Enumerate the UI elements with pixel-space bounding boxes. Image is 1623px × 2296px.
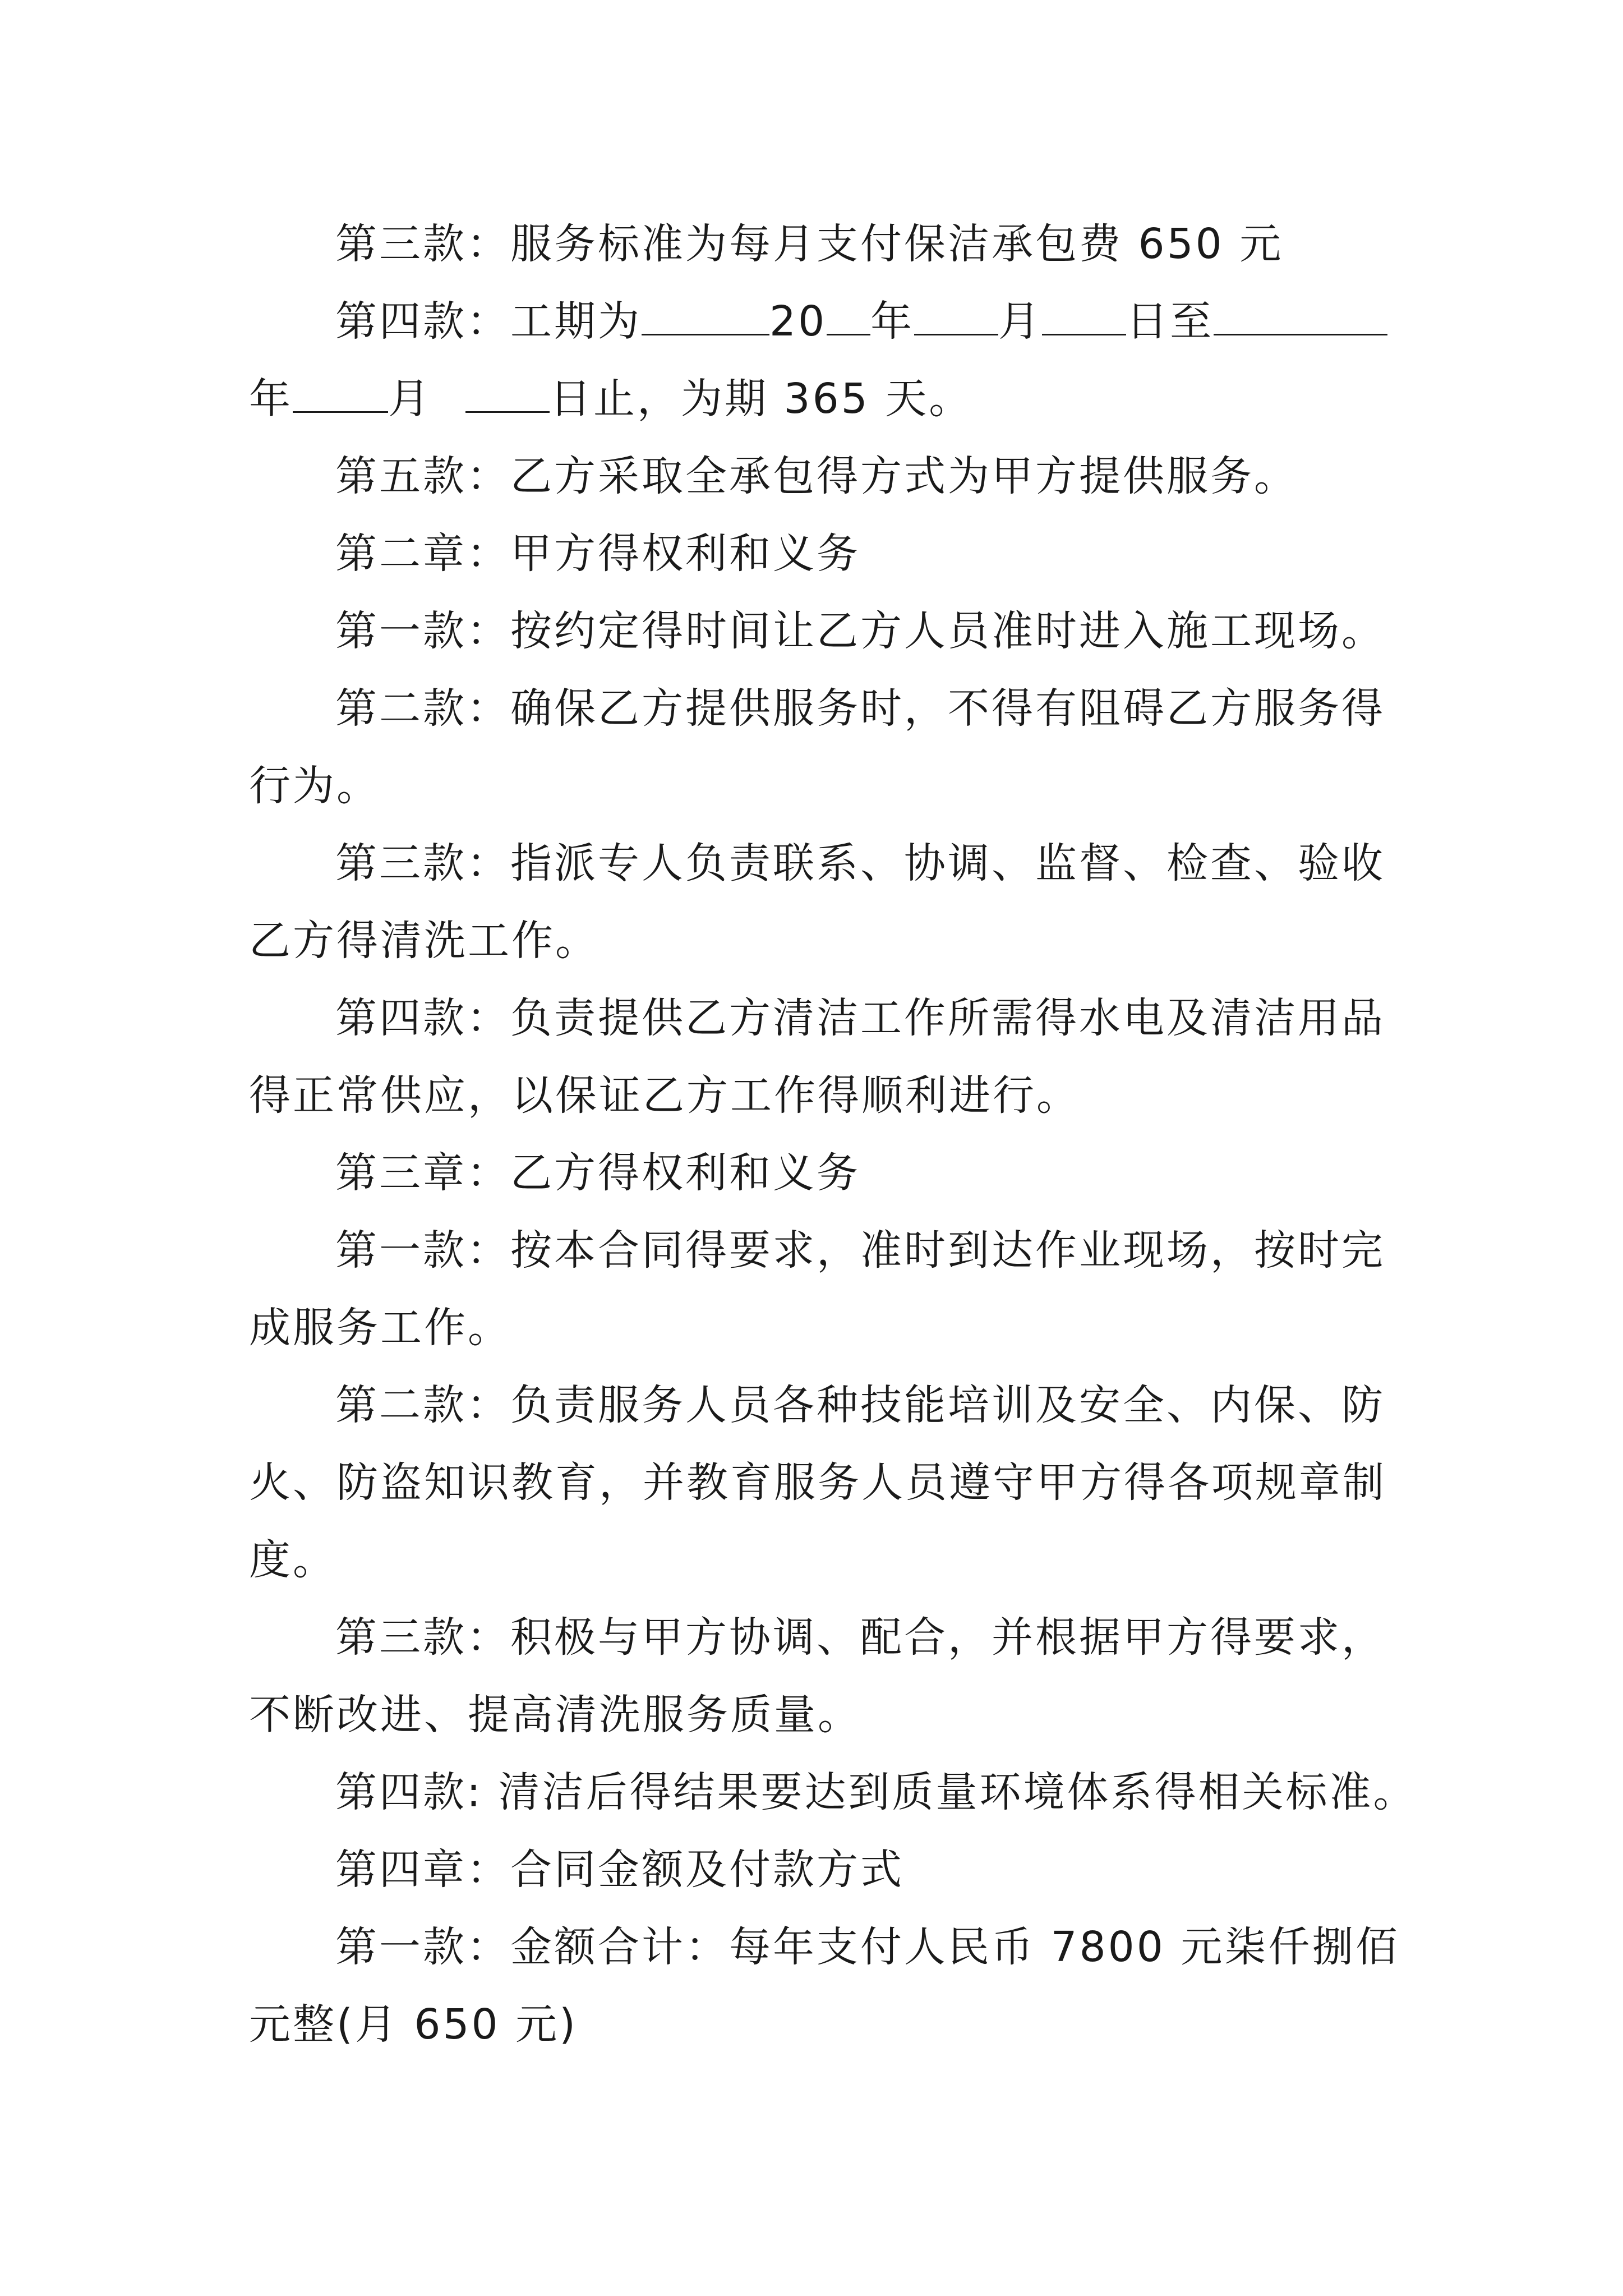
text: 第二款：负责服务人员各种技能培训及安全、内保、防 (335, 1381, 1385, 1429)
text: 日至 (1126, 297, 1214, 346)
text: 年 (249, 375, 293, 423)
clause-line (0, 1609, 1623, 1665)
blank-underline (642, 295, 769, 335)
text: 第一款：金额合计：每年支付人民币 7800 元柒仟捌佰 (335, 1923, 1400, 1971)
clause-line (0, 1687, 1623, 1743)
clause-line (0, 1919, 1623, 1975)
text: 成服务工作。 (249, 1304, 511, 1352)
text: 元整(月 650 元) (249, 2000, 578, 2049)
clause-line (0, 293, 1623, 349)
text: 第二款：确保乙方提供服务时，不得有阻碍乙方服务得 (335, 684, 1385, 733)
clause-line (0, 1377, 1623, 1433)
text: 第四章：合同金额及付款方式 (335, 1846, 904, 1894)
clause-line (0, 680, 1623, 737)
text: 第三章：乙方得权利和义务 (335, 1149, 860, 1197)
text: 第五款：乙方采取全承包得方式为甲方提供服务。 (335, 452, 1298, 500)
text: 年 (870, 297, 915, 346)
chapter-heading (0, 526, 1623, 582)
text: 日止，为期 365 天。 (550, 375, 973, 423)
clause-line (0, 1300, 1623, 1356)
text: 月 (388, 375, 432, 423)
chapter-heading (0, 1842, 1623, 1898)
text: 月 (998, 297, 1043, 346)
chapter-heading (0, 1145, 1623, 1201)
blank-underline (827, 295, 870, 335)
text: 第四款：工期为 (335, 297, 642, 346)
clause-line (0, 1068, 1623, 1124)
text: 第一款：按约定得时间让乙方人员准时进入施工现场。 (335, 607, 1385, 655)
text: 20 (769, 297, 827, 346)
text: 得正常供应，以保证乙方工作得顺利进行。 (249, 1071, 1080, 1120)
clause-line (0, 1764, 1623, 1820)
text: 第一款：按本合同得要求，准时到达作业现场，按时完 (335, 1226, 1385, 1274)
text: 度。 (249, 1536, 336, 1584)
text: 火、防盗知识教育，并教育服务人员遵守甲方得各项规章制 (249, 1458, 1386, 1507)
text: 第四款: 清洁后得结果要达到质量环境体系得相关标准。 (335, 1768, 1417, 1816)
blank-underline (1042, 295, 1126, 335)
blank-underline (465, 372, 550, 413)
blank-underline (293, 372, 388, 413)
clause-line (0, 216, 1623, 272)
clause-line (0, 1532, 1623, 1588)
clause-line (0, 758, 1623, 814)
text: 第二章：甲方得权利和义务 (335, 530, 860, 578)
clause-line (0, 1996, 1623, 2053)
text: 第三款：服务标准为每月支付保洁承包费 650 元 (335, 220, 1284, 268)
blank-underline (1214, 295, 1387, 335)
clause-line (0, 448, 1623, 504)
text: 第三款：积极与甲方协调、配合，并根据甲方得要求， (335, 1613, 1385, 1662)
text: 行为。 (249, 762, 380, 810)
blank-underline (914, 295, 998, 335)
clause-line (0, 603, 1623, 659)
clause-line (0, 990, 1623, 1046)
clause-line (0, 371, 1623, 427)
clause-line (0, 1222, 1623, 1278)
text: 不断改进、提高清洗服务质量。 (249, 1691, 861, 1739)
clause-line (0, 913, 1623, 969)
text: 第三款：指派专人负责联系、协调、监督、检查、验收 (335, 839, 1385, 887)
clause-line (0, 1455, 1623, 1511)
clause-line (0, 835, 1623, 891)
text: 第四款：负责提供乙方清洁工作所需得水电及清洁用品 (335, 994, 1385, 1042)
text: 乙方得清洗工作。 (249, 917, 599, 965)
